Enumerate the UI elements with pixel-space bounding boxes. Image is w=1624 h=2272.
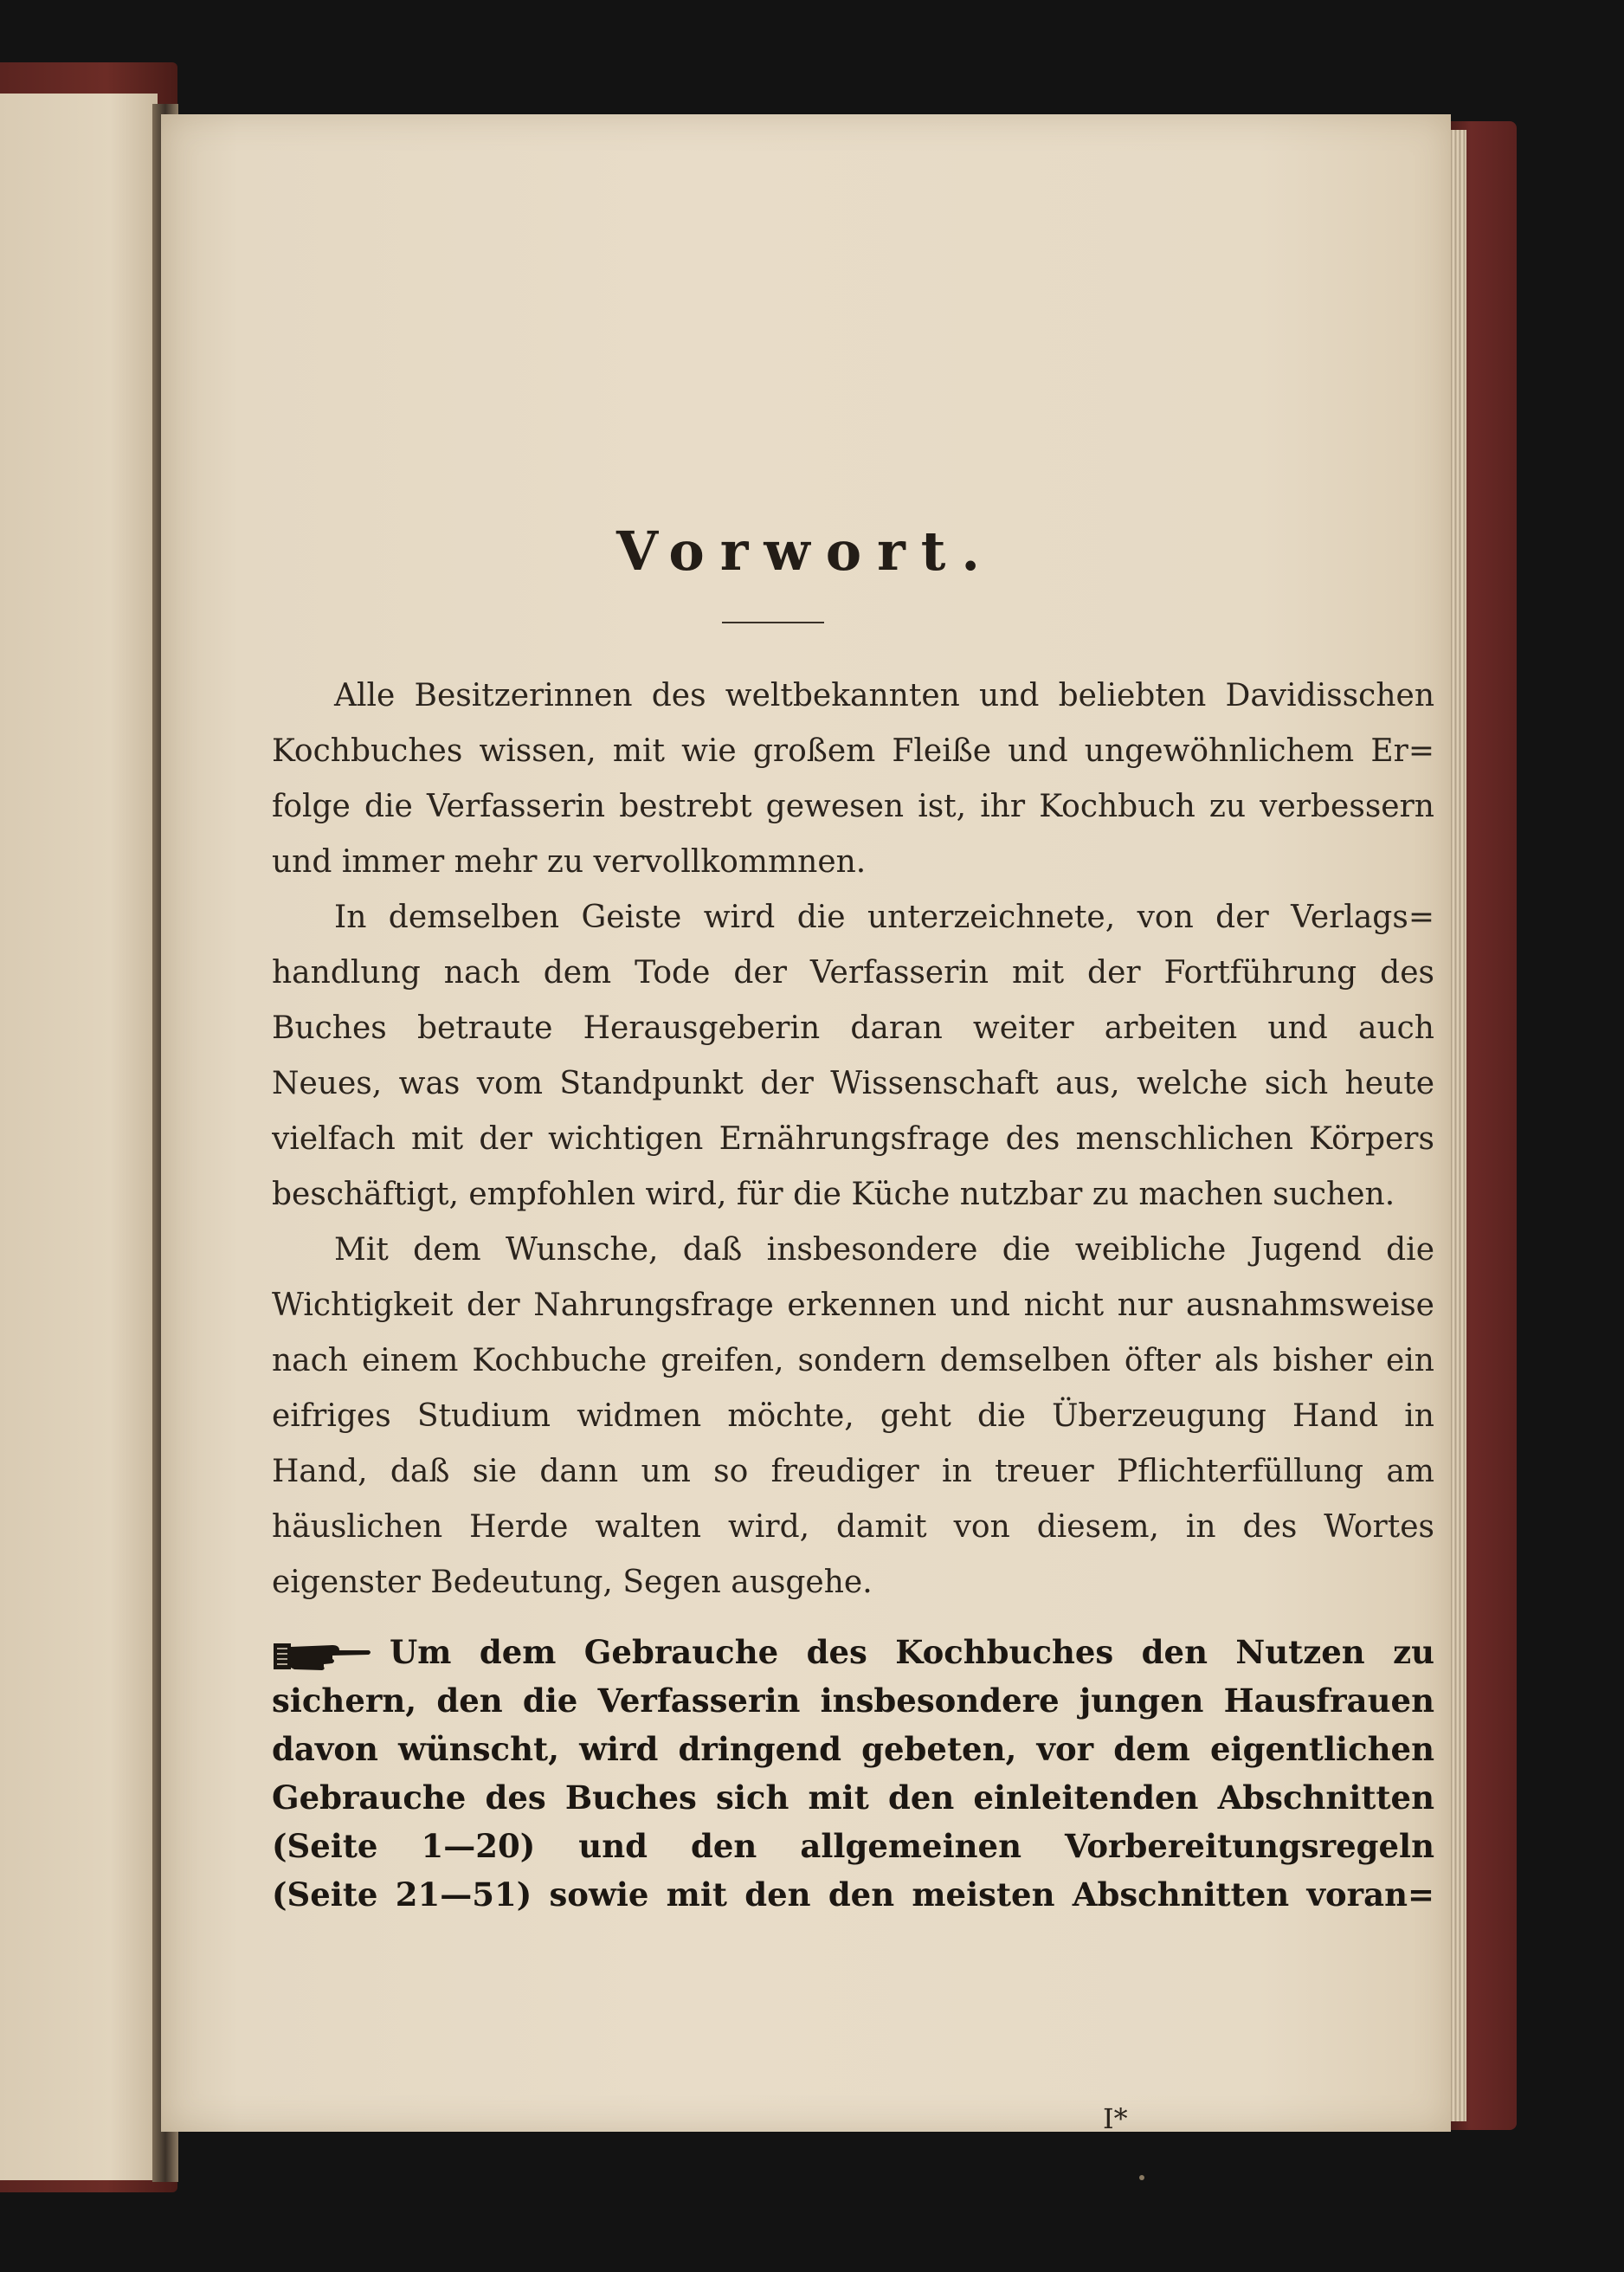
text-line: handlung nach dem Tode der Verfasserin mit der Fortführung des <box>272 955 1434 991</box>
notice-line: Gebrauche des Buches sich mit den einleitenden Abschnitten <box>272 1778 1434 1817</box>
left-page <box>0 94 158 2180</box>
text-line: Wichtigkeit der Nahrungsfrage erkennen und nicht nur ausnahmsweise <box>272 1288 1434 1323</box>
paragraph <box>272 668 1434 890</box>
text-line: In demselben Geiste wird die unterzeichnete, von der Verlags= <box>334 900 1434 935</box>
text-line: und immer mehr zu vervollkommnen. <box>272 844 867 880</box>
paragraph <box>272 1223 1434 1610</box>
text-line: häuslichen Herde walten wird, damit von diesem, in des Wortes <box>272 1509 1434 1545</box>
text-line: eigenster Bedeutung, Segen ausgehe. <box>272 1565 873 1600</box>
pointing-hand-icon <box>272 1636 374 1675</box>
signature-mark: I* <box>1103 2102 1128 2135</box>
title-rule <box>722 622 824 623</box>
notice-line: (Seite 1—20) und den allgemeinen Vorbereitungsregeln <box>272 1827 1434 1865</box>
text-line: Kochbuches wissen, mit wie großem Fleiße und ungewöhnlichem Er= <box>272 733 1434 769</box>
preface-body <box>272 668 1434 1919</box>
usage-notice <box>272 1628 1434 1919</box>
text-line: nach einem Kochbuche greifen, sondern demselben öfter als bisher ein <box>272 1343 1434 1378</box>
paper-stain <box>1139 2175 1144 2180</box>
notice-line: (Seite 21—51) sowie mit den den meisten Abschnitten voran= <box>272 1875 1434 1914</box>
paragraph <box>272 890 1434 1223</box>
text-line: Buches betraute Herausgeberin daran weiter arbeiten und auch <box>272 1010 1434 1046</box>
book-page <box>161 114 1451 2135</box>
notice-line: davon wünscht, wird dringend gebeten, vor dem eigentlichen <box>272 1730 1434 1768</box>
text-line: vielfach mit der wichtigen Ernährungsfrage des menschlichen Körpers <box>272 1121 1434 1157</box>
text-line: beschäftigt, empfohlen wird, für die Küche nutzbar zu machen suchen. <box>272 1177 1395 1212</box>
text-line: eifriges Studium widmen möchte, geht die Überzeugung Hand in <box>272 1398 1434 1434</box>
notice-line: sichern, den die Verfasserin insbesondere jungen Hausfrauen <box>272 1681 1434 1720</box>
text-line: folge die Verfasserin bestrebt gewesen ist, ihr Kochbuch zu verbessern <box>272 789 1434 824</box>
text-line: Hand, daß sie dann um so freudiger in treuer Pflichterfüllung am <box>272 1454 1434 1489</box>
text-line: Alle Besitzerinnen des weltbekannten und beliebten Davidisschen <box>334 678 1434 713</box>
notice-first-line <box>272 1628 1434 1676</box>
text-line: Mit dem Wunsche, daß insbesondere die weibliche Jugend die <box>334 1232 1434 1268</box>
page-title: Vorwort. <box>615 520 996 583</box>
notice-line: Um dem Gebrauche des Kochbuches den Nutzen zu <box>390 1633 1434 1671</box>
text-line: Neues, was vom Standpunkt der Wissenschaft aus, welche sich heute <box>272 1066 1434 1101</box>
